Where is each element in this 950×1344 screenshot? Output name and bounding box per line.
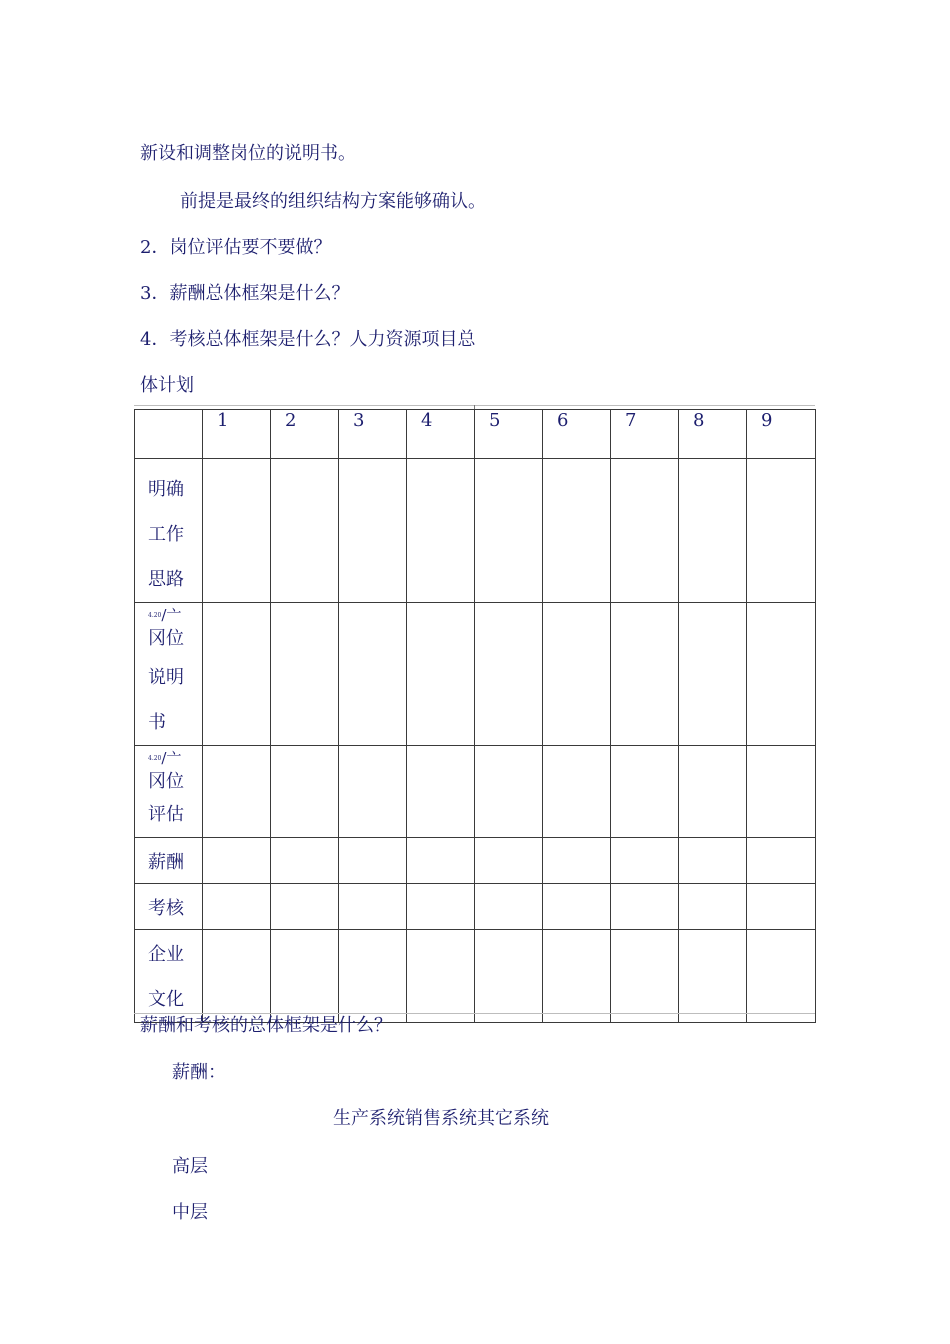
column-header: 5 [489, 410, 501, 431]
row-label-line: 冈位 [148, 771, 184, 792]
row-label-prefix [148, 746, 202, 770]
row-label-line: 思路 [148, 569, 184, 590]
row-label-line: 说明 [148, 667, 184, 688]
row-label [135, 930, 203, 1023]
column-header: 7 [625, 410, 637, 431]
row-label-line: 书 [148, 712, 166, 733]
level-mid: 中层 [172, 1202, 208, 1223]
paragraph-new-positions: 新设和调整岗位的说明书。 [140, 143, 356, 164]
row-label-line: 明确 [148, 479, 184, 500]
table-row [135, 930, 816, 1023]
column-header: 6 [557, 410, 569, 431]
row-label-line: 工作 [148, 524, 184, 545]
row-label-line: 考核 [148, 897, 184, 919]
row-label-prefix-small: 4.20 [148, 612, 162, 619]
table-header-row [135, 410, 816, 459]
column-header: 2 [285, 410, 297, 431]
table-row [135, 746, 816, 838]
paragraph-premise: 前提是最终的组织结构方案能够确认。 [180, 191, 486, 212]
plan-table [134, 409, 816, 1023]
row-label-line: 文化 [148, 989, 184, 1010]
systems-heading: 生产系统销售系统其它系统 [333, 1108, 549, 1129]
level-high: 高层 [172, 1156, 208, 1177]
row-label-prefix-small: 4.20 [148, 755, 162, 762]
row-label-prefix-glyph: /亠 [161, 606, 182, 624]
question-3: 3．薪酬总体框架是什么？ [140, 283, 350, 304]
question-4-continued: 体计划 [140, 375, 194, 396]
table-row [135, 603, 816, 746]
row-label-prefix-glyph: /亠 [161, 749, 182, 767]
table-row [135, 838, 816, 884]
table-row [135, 459, 816, 603]
column-header: 8 [693, 410, 705, 431]
column-header: 1 [217, 410, 229, 431]
row-label-line: 企业 [148, 944, 184, 965]
table-row [135, 884, 816, 930]
row-label [135, 746, 203, 838]
row-label [135, 603, 203, 746]
column-header: 4 [421, 410, 433, 431]
row-label-line: 评估 [148, 804, 184, 825]
question-4: 4．考核总体框架是什么？人力资源项目总 [140, 329, 476, 350]
row-label-prefix [148, 603, 202, 627]
row-label [135, 459, 203, 603]
salary-label: 薪酬： [172, 1062, 226, 1083]
question-framework: 薪酬和考核的总体框架是什么？ [140, 1015, 392, 1036]
row-label-line: 薪酬 [148, 851, 184, 873]
row-label [135, 884, 203, 930]
question-2: 2．岗位评估要不要做？ [140, 237, 332, 258]
column-header: 3 [353, 410, 365, 431]
column-header: 9 [761, 410, 773, 431]
header-corner [135, 410, 203, 459]
row-label-line: 冈位 [148, 628, 184, 649]
row-label [135, 838, 203, 884]
